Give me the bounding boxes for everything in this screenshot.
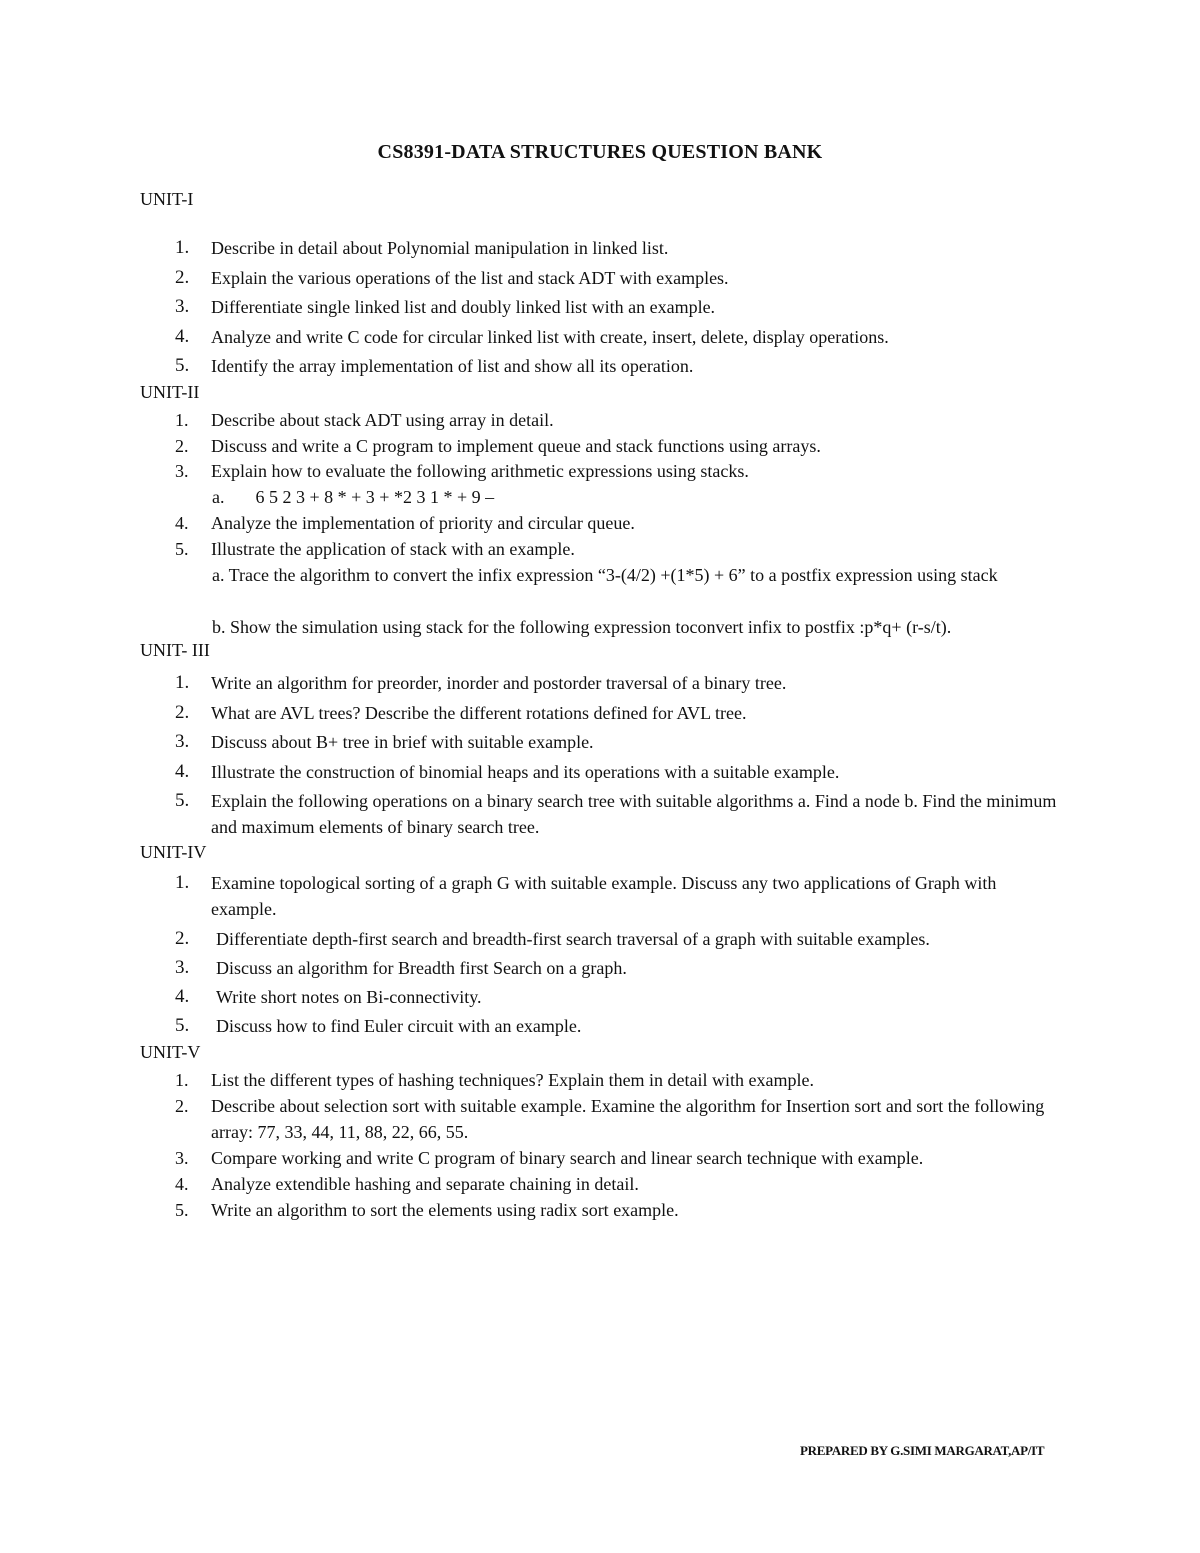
question-text: Discuss an algorithm for Breadth first Search on a graph. — [216, 958, 627, 978]
question-number: 2. — [175, 702, 190, 723]
question-text: List the different types of hashing techniques? Explain them in detail with example. — [211, 1070, 815, 1090]
sub-question — [212, 484, 1062, 510]
unit-heading-5: UNIT-V — [140, 1042, 201, 1062]
question-text: Analyze and write C code for circular linked list with create, insert, delete, display operations. — [211, 327, 889, 347]
question-text: Discuss about B+ tree in brief with suitable example. — [211, 732, 594, 752]
question-number: 4. — [175, 1174, 189, 1194]
question-number: 1. — [175, 237, 190, 258]
question-number: 4. — [175, 326, 190, 347]
question-text: Identify the array implementation of list and show all its operation. — [211, 356, 694, 376]
question-text: Write an algorithm for preorder, inorder and postorder traversal of a binary tree. — [211, 673, 787, 693]
question-text: Write short notes on Bi-connectivity. — [216, 987, 482, 1007]
page-title: CS8391-DATA STRUCTURES QUESTION BANK — [377, 141, 823, 163]
question-number: 4. — [175, 986, 190, 1007]
question-text: Illustrate the construction of binomial heaps and its operations with a suitable example. — [211, 762, 840, 782]
question-text: Examine topological sorting of a graph G with suitable example. Discuss any two applications of Graph with example. — [211, 873, 997, 919]
question-text: Explain the various operations of the list and stack ADT with examples. — [211, 268, 729, 288]
unit-heading-1: UNIT-I — [140, 189, 194, 209]
question-number: 1. — [175, 1070, 189, 1090]
sub-question: b. Show the simulation using stack for the following expression toconvert infix to postfix :p*q+ (r-s/t). — [212, 617, 952, 637]
question-number: 3. — [175, 731, 190, 752]
question-text: Differentiate single linked list and doubly linked list with an example. — [211, 297, 716, 317]
question-text: Discuss how to find Euler circuit with an example. — [216, 1016, 582, 1036]
question-number: 5. — [175, 355, 190, 376]
question-number: 5. — [175, 1015, 190, 1036]
question-text: What are AVL trees? Describe the different rotations defined for AVL tree. — [211, 703, 747, 723]
question-number: 2. — [175, 436, 189, 456]
question-text: Describe in detail about Polynomial manipulation in linked list. — [211, 238, 669, 258]
question-text: Compare working and write C program of binary search and linear search technique with example. — [211, 1148, 924, 1168]
question-text: Differentiate depth-first search and breadth-first search traversal of a graph with suitable examples. — [216, 929, 930, 949]
question-text: Explain how to evaluate the following arithmetic expressions using stacks. — [211, 461, 749, 481]
sub-question-expression: 6 5 2 3 + 8 * + 3 + *2 3 1 * + 9 – — [255, 487, 495, 507]
question-number: 1. — [175, 672, 190, 693]
unit-heading-2: UNIT-II — [140, 382, 200, 402]
sub-question-label: a. — [212, 487, 225, 507]
prepared-by-footer: PREPARED BY G.SIMI MARGARAT,AP/IT — [800, 1443, 1045, 1458]
question-number: 4. — [175, 761, 190, 782]
question-text: Discuss and write a C program to implement queue and stack functions using arrays. — [211, 436, 821, 456]
question-number: 5. — [175, 790, 190, 811]
question-text: Analyze the implementation of priority and circular queue. — [211, 513, 635, 533]
question-number: 2. — [175, 928, 190, 949]
question-text: Write an algorithm to sort the elements using radix sort example. — [211, 1200, 679, 1220]
question-number: 5. — [175, 1200, 189, 1220]
question-number: 1. — [175, 872, 190, 893]
question-number: 3. — [175, 957, 190, 978]
question-number: 2. — [175, 267, 190, 288]
question-text: Describe about stack ADT using array in detail. — [211, 410, 554, 430]
question-number: 2. — [175, 1096, 189, 1116]
question-number: 4. — [175, 513, 189, 533]
question-text: Describe about selection sort with suitable example. Examine the algorithm for Insertion sort and sort the following array: 77, 33, 44, 11, 88, 22, 66, 55. — [211, 1096, 1045, 1142]
question-number: 5. — [175, 539, 189, 559]
question-number: 3. — [175, 461, 189, 481]
unit-heading-3: UNIT- III — [140, 640, 210, 660]
unit-heading-4: UNIT-IV — [140, 842, 207, 862]
question-text: Explain the following operations on a binary search tree with suitable algorithms a. Find a node b. Find the minimum and maximum elements of binary search tree. — [211, 791, 1057, 837]
sub-question: a. Trace the algorithm to convert the infix expression “3-(4/2) +(1*5) + 6” to a postfix expression using stack — [212, 565, 998, 585]
question-number: 3. — [175, 296, 190, 317]
question-number: 3. — [175, 1148, 189, 1168]
question-number: 1. — [175, 410, 189, 430]
question-text: Illustrate the application of stack with an example. — [211, 539, 575, 559]
question-text: Analyze extendible hashing and separate chaining in detail. — [211, 1174, 639, 1194]
